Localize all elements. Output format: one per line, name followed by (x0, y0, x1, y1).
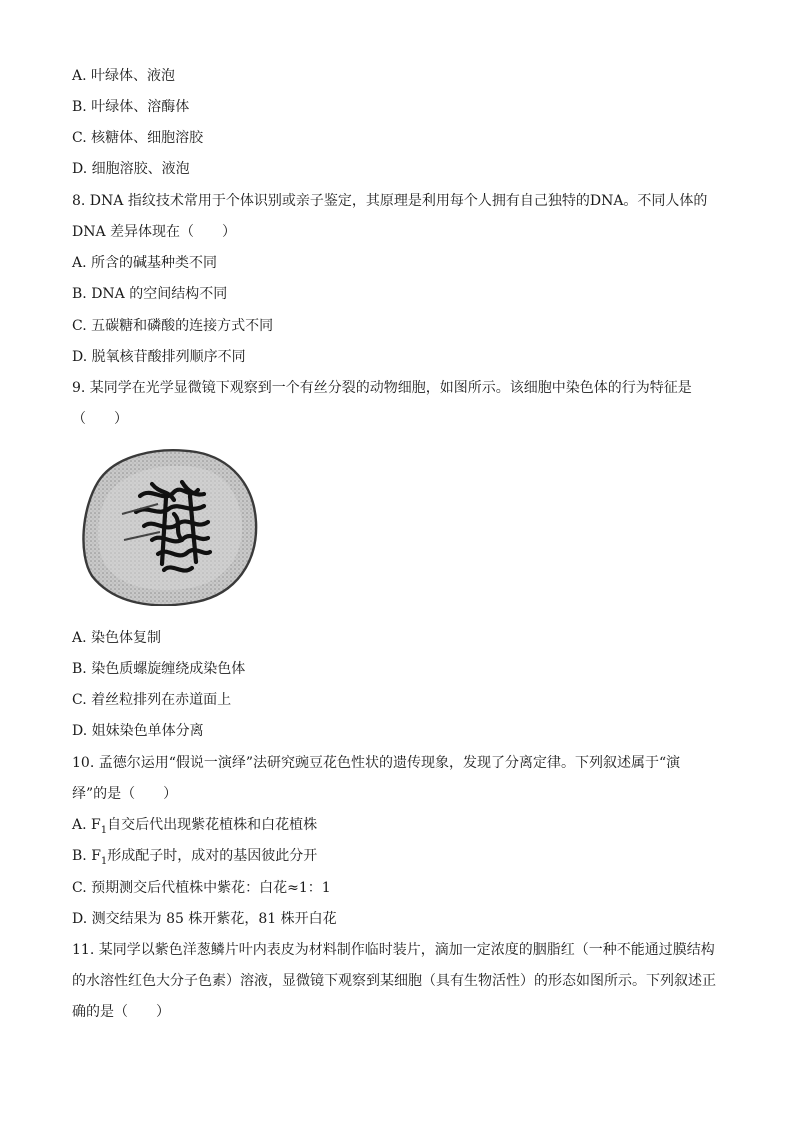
q9-option-c: C. 着丝粒排列在赤道面上 (72, 692, 232, 708)
q7-option-c: C. 核糖体、细胞溶胶 (72, 130, 204, 146)
q9-option-b: B. 染色质螺旋缠绕成染色体 (72, 661, 246, 677)
q10-option-a-prefix: A. F (72, 817, 101, 833)
q8-option-d: D. 脱氧核苷酸排列顺序不同 (72, 349, 246, 365)
q10-option-b-subscript: 1 (100, 855, 108, 867)
q10-option-a-subscript: 1 (100, 824, 108, 836)
q10-option-b (72, 847, 317, 865)
q10-option-d: D. 测交结果为 85 株开紫花，81 株开白花 (72, 911, 337, 927)
q8-option-b: B. DNA 的空间结构不同 (72, 286, 228, 302)
q9-option-a: A. 染色体复制 (72, 630, 162, 646)
q10-option-c: C. 预期测交后代植株中紫花：白花≈1：1 (72, 880, 331, 896)
q10-stem-line1: 10. 孟德尔运用“假说一演绎”法研究豌豆花色性状的遗传现象，发现了分离定律。下列叙述属于“演 (72, 755, 681, 771)
q10-option-a (72, 816, 317, 834)
q9-stem-line2: （ ） (72, 411, 128, 427)
q7-option-b: B. 叶绿体、溶酶体 (72, 99, 190, 115)
q7-option-d: D. 细胞溶胶、液泡 (72, 161, 190, 177)
q11-stem-line1: 11. 某同学以紫色洋葱鳞片叶内表皮为材料制作临时装片，滴加一定浓度的胭脂红（一种不能通过膜结构 (72, 942, 715, 958)
q10-stem-line2: 绎”的是（ ） (72, 786, 178, 802)
q8-stem-line1: 8. DNA 指纹技术常用于个体识别或亲子鉴定，其原理是利用每个人拥有自己独特的DNA。不同人体的 (72, 193, 708, 209)
q9-stem-line1: 9. 某同学在光学显微镜下观察到一个有丝分裂的动物细胞，如图所示。该细胞中染色体的行为特征是 (72, 380, 692, 396)
q10-option-b-prefix: B. F (72, 848, 101, 864)
q11-stem-line2: 的水溶性红色大分子色素）溶液，显微镜下观察到某细胞（具有生物活性）的形态如图所示。下列叙述正 (72, 973, 716, 989)
q8-option-a: A. 所含的碱基种类不同 (72, 255, 218, 271)
q10-option-b-text: 形成配子时，成对的基因彼此分开 (107, 848, 318, 864)
mitosis-cell-figure (78, 444, 258, 606)
q11-stem-line3: 确的是（ ） (72, 1004, 170, 1020)
q9-option-d: D. 姐妹染色单体分离 (72, 723, 204, 739)
q10-option-a-text: 自交后代出现紫花植株和白花植株 (107, 817, 318, 833)
q8-option-c: C. 五碳糖和磷酸的连接方式不同 (72, 318, 274, 334)
q7-option-a: A. 叶绿体、液泡 (72, 68, 176, 84)
q8-stem-line2: DNA 差异体现在（ ） (72, 224, 237, 240)
